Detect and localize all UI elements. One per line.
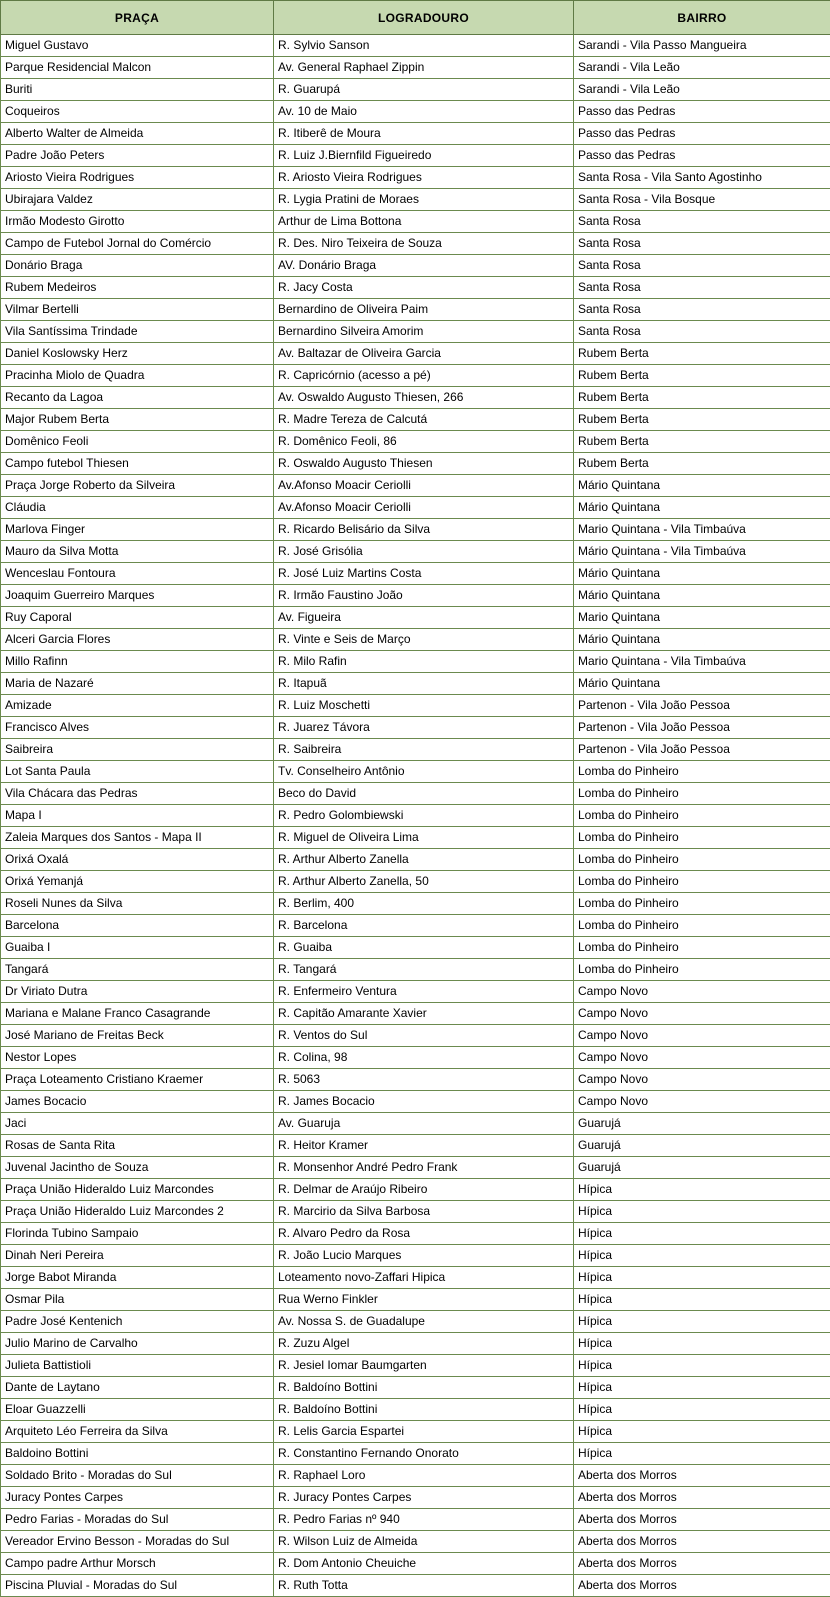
cell-praca: Rubem Medeiros <box>1 277 274 299</box>
cell-bairro: Aberta dos Morros <box>574 1465 830 1487</box>
column-header-bairro: BAIRRO <box>574 1 830 35</box>
cell-praca: Juvenal Jacintho de Souza <box>1 1157 274 1179</box>
cell-logradouro: Av.Afonso Moacir Ceriolli <box>274 475 574 497</box>
cell-bairro: Mário Quintana <box>574 629 830 651</box>
cell-praca: Juracy Pontes Carpes <box>1 1487 274 1509</box>
cell-logradouro: R. Berlim, 400 <box>274 893 574 915</box>
cell-logradouro: Av. 10 de Maio <box>274 101 574 123</box>
table-row <box>1 1421 830 1443</box>
table-row <box>1 167 830 189</box>
table-row <box>1 1333 830 1355</box>
table-body <box>1 35 830 1597</box>
table-row <box>1 453 830 475</box>
cell-praca: Wenceslau Fontoura <box>1 563 274 585</box>
cell-bairro: Partenon - Vila João Pessoa <box>574 739 830 761</box>
cell-logradouro: Bernardino Silveira Amorim <box>274 321 574 343</box>
table-row <box>1 1223 830 1245</box>
cell-logradouro: R. Monsenhor André Pedro Frank <box>274 1157 574 1179</box>
cell-praca: Daniel Koslowsky Herz <box>1 343 274 365</box>
cell-bairro: Santa Rosa <box>574 321 830 343</box>
cell-bairro: Hípica <box>574 1223 830 1245</box>
cell-logradouro: R. Luiz Moschetti <box>274 695 574 717</box>
cell-logradouro: R. James Bocacio <box>274 1091 574 1113</box>
cell-bairro: Lomba do Pinheiro <box>574 915 830 937</box>
cell-bairro: Mário Quintana - Vila Timbaúva <box>574 541 830 563</box>
cell-bairro: Mário Quintana <box>574 475 830 497</box>
cell-bairro: Sarandi - Vila Passo Mangueira <box>574 35 830 57</box>
cell-bairro: Partenon - Vila João Pessoa <box>574 717 830 739</box>
cell-bairro: Hípica <box>574 1421 830 1443</box>
cell-logradouro: R. Barcelona <box>274 915 574 937</box>
cell-logradouro: R. Delmar de Araújo Ribeiro <box>274 1179 574 1201</box>
cell-bairro: Aberta dos Morros <box>574 1575 830 1597</box>
table-row <box>1 475 830 497</box>
cell-logradouro: Tv. Conselheiro Antônio <box>274 761 574 783</box>
cell-logradouro: R. Baldoíno Bottini <box>274 1399 574 1421</box>
cell-logradouro: R. Juarez Távora <box>274 717 574 739</box>
table-row <box>1 937 830 959</box>
table-row <box>1 277 830 299</box>
cell-logradouro: R. José Grisólia <box>274 541 574 563</box>
table-row <box>1 57 830 79</box>
cell-praca: Millo Rafinn <box>1 651 274 673</box>
table-header <box>1 1 830 35</box>
cell-praca: Campo futebol Thiesen <box>1 453 274 475</box>
cell-praca: Roseli Nunes da Silva <box>1 893 274 915</box>
table-row <box>1 387 830 409</box>
cell-praca: Orixá Oxalá <box>1 849 274 871</box>
cell-praca: James Bocacio <box>1 1091 274 1113</box>
cell-bairro: Rubem Berta <box>574 365 830 387</box>
cell-logradouro: R. Zuzu Algel <box>274 1333 574 1355</box>
cell-praca: Recanto da Lagoa <box>1 387 274 409</box>
cell-bairro: Mario Quintana - Vila Timbaúva <box>574 519 830 541</box>
table-row <box>1 1047 830 1069</box>
cell-logradouro: R. Itapuã <box>274 673 574 695</box>
cell-bairro: Campo Novo <box>574 1091 830 1113</box>
cell-bairro: Santa Rosa <box>574 255 830 277</box>
cell-bairro: Hípica <box>574 1289 830 1311</box>
cell-praca: Dante de Laytano <box>1 1377 274 1399</box>
table-row <box>1 343 830 365</box>
table-row <box>1 563 830 585</box>
cell-praca: Ruy Caporal <box>1 607 274 629</box>
table-row <box>1 761 830 783</box>
cell-logradouro: R. Tangará <box>274 959 574 981</box>
cell-logradouro: R. Madre Tereza de Calcutá <box>274 409 574 431</box>
cell-bairro: Hípica <box>574 1267 830 1289</box>
cell-logradouro: R. Wilson Luiz de Almeida <box>274 1531 574 1553</box>
table-row <box>1 1157 830 1179</box>
cell-logradouro: Rua Werno Finkler <box>274 1289 574 1311</box>
cell-praca: Soldado Brito - Moradas do Sul <box>1 1465 274 1487</box>
cell-praca: Campo de Futebol Jornal do Comércio <box>1 233 274 255</box>
cell-logradouro: R. Heitor Kramer <box>274 1135 574 1157</box>
cell-logradouro: AV. Donário Braga <box>274 255 574 277</box>
cell-bairro: Rubem Berta <box>574 343 830 365</box>
cell-bairro: Santa Rosa - Vila Santo Agostinho <box>574 167 830 189</box>
cell-praca: Maria de Nazaré <box>1 673 274 695</box>
cell-praca: Dinah Neri Pereira <box>1 1245 274 1267</box>
cell-praca: Donário Braga <box>1 255 274 277</box>
cell-logradouro: R. Oswaldo Augusto Thiesen <box>274 453 574 475</box>
cell-bairro: Lomba do Pinheiro <box>574 827 830 849</box>
cell-logradouro: R. Raphael Loro <box>274 1465 574 1487</box>
table-row <box>1 1465 830 1487</box>
cell-bairro: Lomba do Pinheiro <box>574 805 830 827</box>
cell-logradouro: R. Itiberê de Moura <box>274 123 574 145</box>
table-row <box>1 79 830 101</box>
table-row <box>1 1135 830 1157</box>
cell-bairro: Mário Quintana <box>574 497 830 519</box>
table-row <box>1 541 830 563</box>
cell-logradouro: R. Ricardo Belisário da Silva <box>274 519 574 541</box>
cell-logradouro: R. Pedro Farias nº 940 <box>274 1509 574 1531</box>
cell-bairro: Rubem Berta <box>574 387 830 409</box>
cell-praca: Baldoino Bottini <box>1 1443 274 1465</box>
column-header-praca: PRAÇA <box>1 1 274 35</box>
table-row <box>1 651 830 673</box>
cell-bairro: Lomba do Pinheiro <box>574 849 830 871</box>
cell-praca: Alceri Garcia Flores <box>1 629 274 651</box>
cell-logradouro: R. Marcirio da Silva Barbosa <box>274 1201 574 1223</box>
cell-logradouro: Av. Figueira <box>274 607 574 629</box>
cell-bairro: Mário Quintana <box>574 563 830 585</box>
table-row <box>1 1245 830 1267</box>
column-header-logradouro: LOGRADOURO <box>274 1 574 35</box>
cell-bairro: Rubem Berta <box>574 409 830 431</box>
table-row <box>1 981 830 1003</box>
cell-bairro: Campo Novo <box>574 1047 830 1069</box>
cell-bairro: Santa Rosa <box>574 211 830 233</box>
cell-logradouro: R. Juracy Pontes Carpes <box>274 1487 574 1509</box>
cell-logradouro: R. Luiz J.Biernfild Figueiredo <box>274 145 574 167</box>
cell-bairro: Hípica <box>574 1377 830 1399</box>
table-row <box>1 827 830 849</box>
cell-praca: Lot Santa Paula <box>1 761 274 783</box>
cell-logradouro: R. Vinte e Seis de Março <box>274 629 574 651</box>
cell-praca: Rosas de Santa Rita <box>1 1135 274 1157</box>
cell-praca: Marlova Finger <box>1 519 274 541</box>
cell-praca: Julio Marino de Carvalho <box>1 1333 274 1355</box>
cell-bairro: Hípica <box>574 1333 830 1355</box>
cell-praca: Praça Jorge Roberto da Silveira <box>1 475 274 497</box>
cell-bairro: Sarandi - Vila Leão <box>574 57 830 79</box>
table-row <box>1 585 830 607</box>
cell-praca: Praça Loteamento Cristiano Kraemer <box>1 1069 274 1091</box>
cell-praca: Dr Viriato Dutra <box>1 981 274 1003</box>
cell-praca: Parque Residencial Malcon <box>1 57 274 79</box>
table-row <box>1 871 830 893</box>
cell-praca: Praça União Hideraldo Luiz Marcondes <box>1 1179 274 1201</box>
cell-bairro: Campo Novo <box>574 981 830 1003</box>
table-row <box>1 497 830 519</box>
cell-praca: Cláudia <box>1 497 274 519</box>
cell-bairro: Santa Rosa <box>574 277 830 299</box>
cell-bairro: Lomba do Pinheiro <box>574 959 830 981</box>
cell-bairro: Hípica <box>574 1179 830 1201</box>
table-row <box>1 255 830 277</box>
table-row <box>1 1553 830 1575</box>
cell-bairro: Lomba do Pinheiro <box>574 871 830 893</box>
cell-bairro: Lomba do Pinheiro <box>574 783 830 805</box>
cell-logradouro: Av.Afonso Moacir Ceriolli <box>274 497 574 519</box>
table-row <box>1 893 830 915</box>
cell-bairro: Passo das Pedras <box>574 123 830 145</box>
table-row <box>1 1575 830 1597</box>
cell-praca: Arquiteto Léo Ferreira da Silva <box>1 1421 274 1443</box>
cell-bairro: Sarandi - Vila Leão <box>574 79 830 101</box>
table-row <box>1 695 830 717</box>
table-row <box>1 1069 830 1091</box>
cell-logradouro: R. Milo Rafin <box>274 651 574 673</box>
cell-bairro: Guarujá <box>574 1135 830 1157</box>
table-row <box>1 1113 830 1135</box>
cell-praca: Mauro da Silva Motta <box>1 541 274 563</box>
cell-logradouro: R. Ventos do Sul <box>274 1025 574 1047</box>
cell-praca: Francisco Alves <box>1 717 274 739</box>
cell-logradouro: Av. Oswaldo Augusto Thiesen, 266 <box>274 387 574 409</box>
cell-bairro: Aberta dos Morros <box>574 1509 830 1531</box>
cell-bairro: Rubem Berta <box>574 453 830 475</box>
table-row <box>1 519 830 541</box>
cell-praca: Piscina Pluvial - Moradas do Sul <box>1 1575 274 1597</box>
cell-logradouro: R. Ruth Totta <box>274 1575 574 1597</box>
cell-praca: Vila Chácara das Pedras <box>1 783 274 805</box>
table-row <box>1 849 830 871</box>
table-row <box>1 145 830 167</box>
cell-logradouro: Av. Nossa S. de Guadalupe <box>274 1311 574 1333</box>
cell-logradouro: Loteamento novo-Zaffari Hipica <box>274 1267 574 1289</box>
table-row <box>1 1531 830 1553</box>
cell-logradouro: R. Arthur Alberto Zanella, 50 <box>274 871 574 893</box>
cell-logradouro: Av. General Raphael Zippin <box>274 57 574 79</box>
table-row <box>1 1311 830 1333</box>
table-row <box>1 1025 830 1047</box>
cell-bairro: Santa Rosa <box>574 233 830 255</box>
table-row <box>1 1443 830 1465</box>
cell-logradouro: R. Guaiba <box>274 937 574 959</box>
cell-logradouro: R. Jesiel Iomar Baumgarten <box>274 1355 574 1377</box>
cell-bairro: Campo Novo <box>574 1025 830 1047</box>
table-row <box>1 959 830 981</box>
cell-logradouro: Bernardino de Oliveira Paim <box>274 299 574 321</box>
table-row <box>1 299 830 321</box>
cell-bairro: Aberta dos Morros <box>574 1531 830 1553</box>
table-row <box>1 607 830 629</box>
cell-bairro: Lomba do Pinheiro <box>574 893 830 915</box>
table-row <box>1 1289 830 1311</box>
cell-bairro: Mário Quintana <box>574 673 830 695</box>
cell-logradouro: R. José Luiz Martins Costa <box>274 563 574 585</box>
cell-logradouro: R. Guarupá <box>274 79 574 101</box>
cell-logradouro: Arthur de Lima Bottona <box>274 211 574 233</box>
cell-logradouro: R. Alvaro Pedro da Rosa <box>274 1223 574 1245</box>
cell-bairro: Mario Quintana <box>574 607 830 629</box>
cell-bairro: Guarujá <box>574 1113 830 1135</box>
cell-bairro: Aberta dos Morros <box>574 1487 830 1509</box>
cell-praca: Saibreira <box>1 739 274 761</box>
cell-bairro: Hípica <box>574 1443 830 1465</box>
table-row <box>1 783 830 805</box>
cell-logradouro: R. Sylvio Sanson <box>274 35 574 57</box>
cell-praca: Amizade <box>1 695 274 717</box>
cell-praca: Julieta Battistioli <box>1 1355 274 1377</box>
cell-praca: Joaquim Guerreiro Marques <box>1 585 274 607</box>
cell-praca: Mariana e Malane Franco Casagrande <box>1 1003 274 1025</box>
table-row <box>1 101 830 123</box>
table-row <box>1 365 830 387</box>
table-row <box>1 1509 830 1531</box>
cell-bairro: Hípica <box>574 1355 830 1377</box>
cell-logradouro: R. Saibreira <box>274 739 574 761</box>
cell-logradouro: R. Domênico Feoli, 86 <box>274 431 574 453</box>
cell-praca: Zaleia Marques dos Santos - Mapa II <box>1 827 274 849</box>
cell-logradouro: R. Lygia Pratini de Moraes <box>274 189 574 211</box>
cell-praca: Campo padre Arthur Morsch <box>1 1553 274 1575</box>
cell-bairro: Hípica <box>574 1245 830 1267</box>
cell-logradouro: R. Capricórnio (acesso a pé) <box>274 365 574 387</box>
cell-bairro: Rubem Berta <box>574 431 830 453</box>
cell-logradouro: Beco do David <box>274 783 574 805</box>
cell-bairro: Mario Quintana - Vila Timbaúva <box>574 651 830 673</box>
table-row <box>1 211 830 233</box>
cell-praca: Ubirajara Valdez <box>1 189 274 211</box>
table-row <box>1 1267 830 1289</box>
cell-praca: Tangará <box>1 959 274 981</box>
cell-bairro: Hípica <box>574 1399 830 1421</box>
cell-bairro: Partenon - Vila João Pessoa <box>574 695 830 717</box>
table-row <box>1 1487 830 1509</box>
table-row <box>1 1179 830 1201</box>
cell-logradouro: R. Des. Niro Teixeira de Souza <box>274 233 574 255</box>
cell-logradouro: R. Colina, 98 <box>274 1047 574 1069</box>
cell-praca: Mapa I <box>1 805 274 827</box>
table-row <box>1 673 830 695</box>
table-row <box>1 35 830 57</box>
cell-logradouro: Av. Baltazar de Oliveira Garcia <box>274 343 574 365</box>
cell-praca: Major Rubem Berta <box>1 409 274 431</box>
table-header-row <box>1 1 830 35</box>
cell-praca: Osmar Pila <box>1 1289 274 1311</box>
cell-praca: Buriti <box>1 79 274 101</box>
table-row <box>1 717 830 739</box>
cell-logradouro: Av. Guaruja <box>274 1113 574 1135</box>
cell-logradouro: R. Dom Antonio Cheuiche <box>274 1553 574 1575</box>
cell-bairro: Aberta dos Morros <box>574 1553 830 1575</box>
cell-praca: Vila Santíssima Trindade <box>1 321 274 343</box>
cell-logradouro: R. Constantino Fernando Onorato <box>274 1443 574 1465</box>
cell-praca: Orixá Yemanjá <box>1 871 274 893</box>
cell-bairro: Mário Quintana <box>574 585 830 607</box>
cell-praca: Praça União Hideraldo Luiz Marcondes 2 <box>1 1201 274 1223</box>
table-row <box>1 1201 830 1223</box>
cell-praca: Florinda Tubino Sampaio <box>1 1223 274 1245</box>
cell-praca: Ariosto Vieira Rodrigues <box>1 167 274 189</box>
cell-praca: Guaiba I <box>1 937 274 959</box>
table-row <box>1 123 830 145</box>
cell-praca: José Mariano de Freitas Beck <box>1 1025 274 1047</box>
cell-bairro: Campo Novo <box>574 1069 830 1091</box>
cell-praca: Pracinha Miolo de Quadra <box>1 365 274 387</box>
table-row <box>1 805 830 827</box>
cell-praca: Jorge Babot Miranda <box>1 1267 274 1289</box>
cell-praca: Barcelona <box>1 915 274 937</box>
cell-praca: Vereador Ervino Besson - Moradas do Sul <box>1 1531 274 1553</box>
table-row <box>1 915 830 937</box>
cell-praca: Padre João Peters <box>1 145 274 167</box>
table-row <box>1 1091 830 1113</box>
table-row <box>1 233 830 255</box>
table-row <box>1 431 830 453</box>
cell-praca: Eloar Guazzelli <box>1 1399 274 1421</box>
cell-praca: Alberto Walter de Almeida <box>1 123 274 145</box>
table-row <box>1 1377 830 1399</box>
cell-logradouro: R. João Lucio Marques <box>274 1245 574 1267</box>
cell-praca: Vilmar Bertelli <box>1 299 274 321</box>
table-row <box>1 1355 830 1377</box>
cell-logradouro: R. Arthur Alberto Zanella <box>274 849 574 871</box>
cell-praca: Jaci <box>1 1113 274 1135</box>
cell-bairro: Campo Novo <box>574 1003 830 1025</box>
cell-logradouro: R. Ariosto Vieira Rodrigues <box>274 167 574 189</box>
cell-logradouro: R. Lelis Garcia Espartei <box>274 1421 574 1443</box>
cell-praca: Domênico Feoli <box>1 431 274 453</box>
table-row <box>1 629 830 651</box>
table-row <box>1 739 830 761</box>
table-row <box>1 189 830 211</box>
table-row <box>1 1399 830 1421</box>
cell-logradouro: R. Enfermeiro Ventura <box>274 981 574 1003</box>
cell-logradouro: R. Pedro Golombiewski <box>274 805 574 827</box>
cell-logradouro: R. Capitão Amarante Xavier <box>274 1003 574 1025</box>
cell-bairro: Hípica <box>574 1311 830 1333</box>
cell-bairro: Lomba do Pinheiro <box>574 937 830 959</box>
cell-logradouro: R. Miguel de Oliveira Lima <box>274 827 574 849</box>
table-row <box>1 321 830 343</box>
cell-bairro: Santa Rosa <box>574 299 830 321</box>
cell-praca: Pedro Farias - Moradas do Sul <box>1 1509 274 1531</box>
cell-praca: Coqueiros <box>1 101 274 123</box>
cell-bairro: Passo das Pedras <box>574 145 830 167</box>
cell-logradouro: R. 5063 <box>274 1069 574 1091</box>
table-row <box>1 409 830 431</box>
cell-bairro: Santa Rosa - Vila Bosque <box>574 189 830 211</box>
cell-logradouro: R. Irmão Faustino João <box>274 585 574 607</box>
cell-bairro: Passo das Pedras <box>574 101 830 123</box>
cell-bairro: Guarujá <box>574 1157 830 1179</box>
table-row <box>1 1003 830 1025</box>
cell-praca: Padre José Kentenich <box>1 1311 274 1333</box>
cell-praca: Miguel Gustavo <box>1 35 274 57</box>
cell-bairro: Hípica <box>574 1201 830 1223</box>
cell-bairro: Lomba do Pinheiro <box>574 761 830 783</box>
cell-praca: Nestor Lopes <box>1 1047 274 1069</box>
cell-praca: Irmão Modesto Girotto <box>1 211 274 233</box>
cell-logradouro: R. Jacy Costa <box>274 277 574 299</box>
cell-logradouro: R. Baldoíno Bottini <box>274 1377 574 1399</box>
